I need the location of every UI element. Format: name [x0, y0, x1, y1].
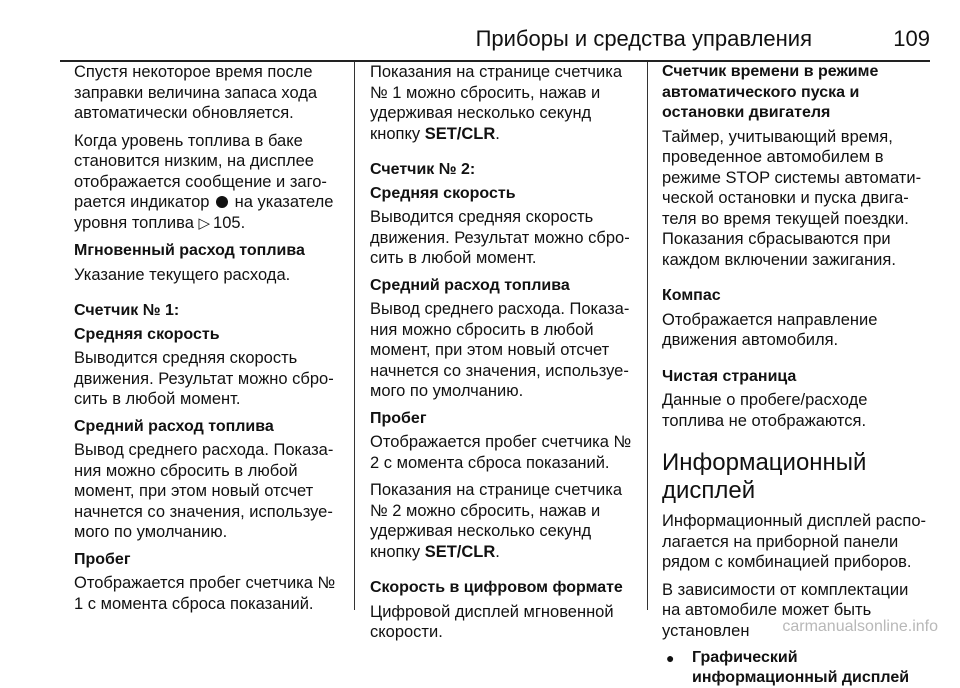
heading: Скорость в цифровом формате [370, 579, 623, 596]
text: Показания на странице счетчика № 2 можно сбросить, нажав и удерживая несколько секунд кнопку [370, 481, 623, 561]
paragraph: В зависимости от комплектации на автомобиле может быть установлен [662, 580, 909, 640]
section-title: Приборы и средства управления [475, 26, 812, 51]
paragraph: Отображается направление движения автомобиля. [662, 310, 878, 349]
paragraph [74, 131, 342, 235]
heading: Счетчик № 2: [370, 161, 476, 178]
page-reference-icon: ▷ [198, 214, 211, 232]
column-2 [370, 62, 634, 641]
heading: Средний расход топлива [74, 417, 274, 435]
text: Когда уровень топлива в баке становится низким, на дисплее отображается сообщение и загорается индикатор [74, 131, 327, 211]
paragraph: Данные о пробеге/расходе топлива не отображаются. [662, 391, 868, 430]
paragraph: Выводится средняя скорость движения. Результат можно сбросить в любой момент. [370, 208, 630, 267]
paragraph: Вывод среднего расхода. Показания можно сбросить в любой момент, при этом новый отсчет начнется со значения, используемого по умолчанию. [370, 300, 630, 400]
heading: Пробег [74, 550, 131, 568]
heading: Чистая страница [662, 367, 797, 385]
indicator-dot-icon [216, 196, 228, 208]
page-header [60, 20, 930, 60]
paragraph: Показания на странице счетчика № 2 можно сбросить, нажав и удерживая несколько секунд кнопку SET/CLR. [370, 481, 623, 561]
heading: Средняя скорость [74, 325, 220, 343]
heading: Пробег [370, 409, 427, 427]
paragraph: Отображается пробег счетчика № 1 с момента сброса показаний. [74, 574, 336, 613]
heading: Средняя скорость [370, 184, 516, 202]
paragraph: Спустя некоторое время после заправки величина запаса хода автоматически обновляется. [74, 63, 318, 122]
paragraph: Показания на странице счетчика № 1 можно сбросить, нажав и удерживая несколько секунд кнопку SET/CLR. [370, 63, 623, 143]
paragraph: Информационный дисплей располагается на приборной панели рядом с комбинацией приборов. [662, 512, 926, 571]
button-name: SET/CLR [424, 124, 496, 143]
paragraph: Вывод среднего расхода. Показания можно сбросить в любой момент, при этом новый отсчет начнется со значения, используемого по умолчанию. [74, 441, 334, 541]
list-item [662, 648, 930, 688]
text: Показания на странице счетчика № 1 можно сбросить, нажав и удерживая несколько секунд кнопку [370, 63, 623, 143]
page-number: 109 [893, 26, 930, 51]
paragraph: Цифровой дисплей мгновенной скорости. [370, 602, 614, 641]
page-reference[interactable]: 105. [213, 213, 246, 232]
heading: Мгновенный расход топлива [74, 242, 305, 259]
column-divider [354, 62, 355, 610]
column-1 [74, 62, 342, 613]
section-heading: Информационный дисплей [662, 449, 867, 504]
paragraph: Выводится средняя скорость движения. Результат можно сбросить в любой момент. [74, 349, 334, 408]
watermark: carmanualsonline.info [782, 618, 938, 635]
paragraph: Указание текущего расхода. [74, 265, 291, 284]
column-divider [647, 62, 648, 610]
button-name: SET/CLR [424, 542, 496, 561]
text: на указателе уровня топлива [74, 193, 334, 232]
bullet-icon: ● [666, 650, 675, 666]
list-item-text: Графический информационный дисплей [692, 649, 910, 686]
heading: Средний расход топлива [370, 276, 570, 294]
heading: Счетчик времени в режиме автоматического пуска и остановки двигателя [662, 63, 879, 121]
heading: Компас [662, 287, 721, 304]
heading: Счетчик № 1: [74, 302, 180, 319]
paragraph: Отображается пробег счетчика № 2 с момента сброса показаний. [370, 433, 632, 472]
paragraph: Таймер, учитывающий время, проведенное автомобилем в режиме STOP системы автоматической остановки и пуска двигателя во время текущей поездки. Показания сбрасываются при каждом включении зажигания. [662, 127, 922, 269]
